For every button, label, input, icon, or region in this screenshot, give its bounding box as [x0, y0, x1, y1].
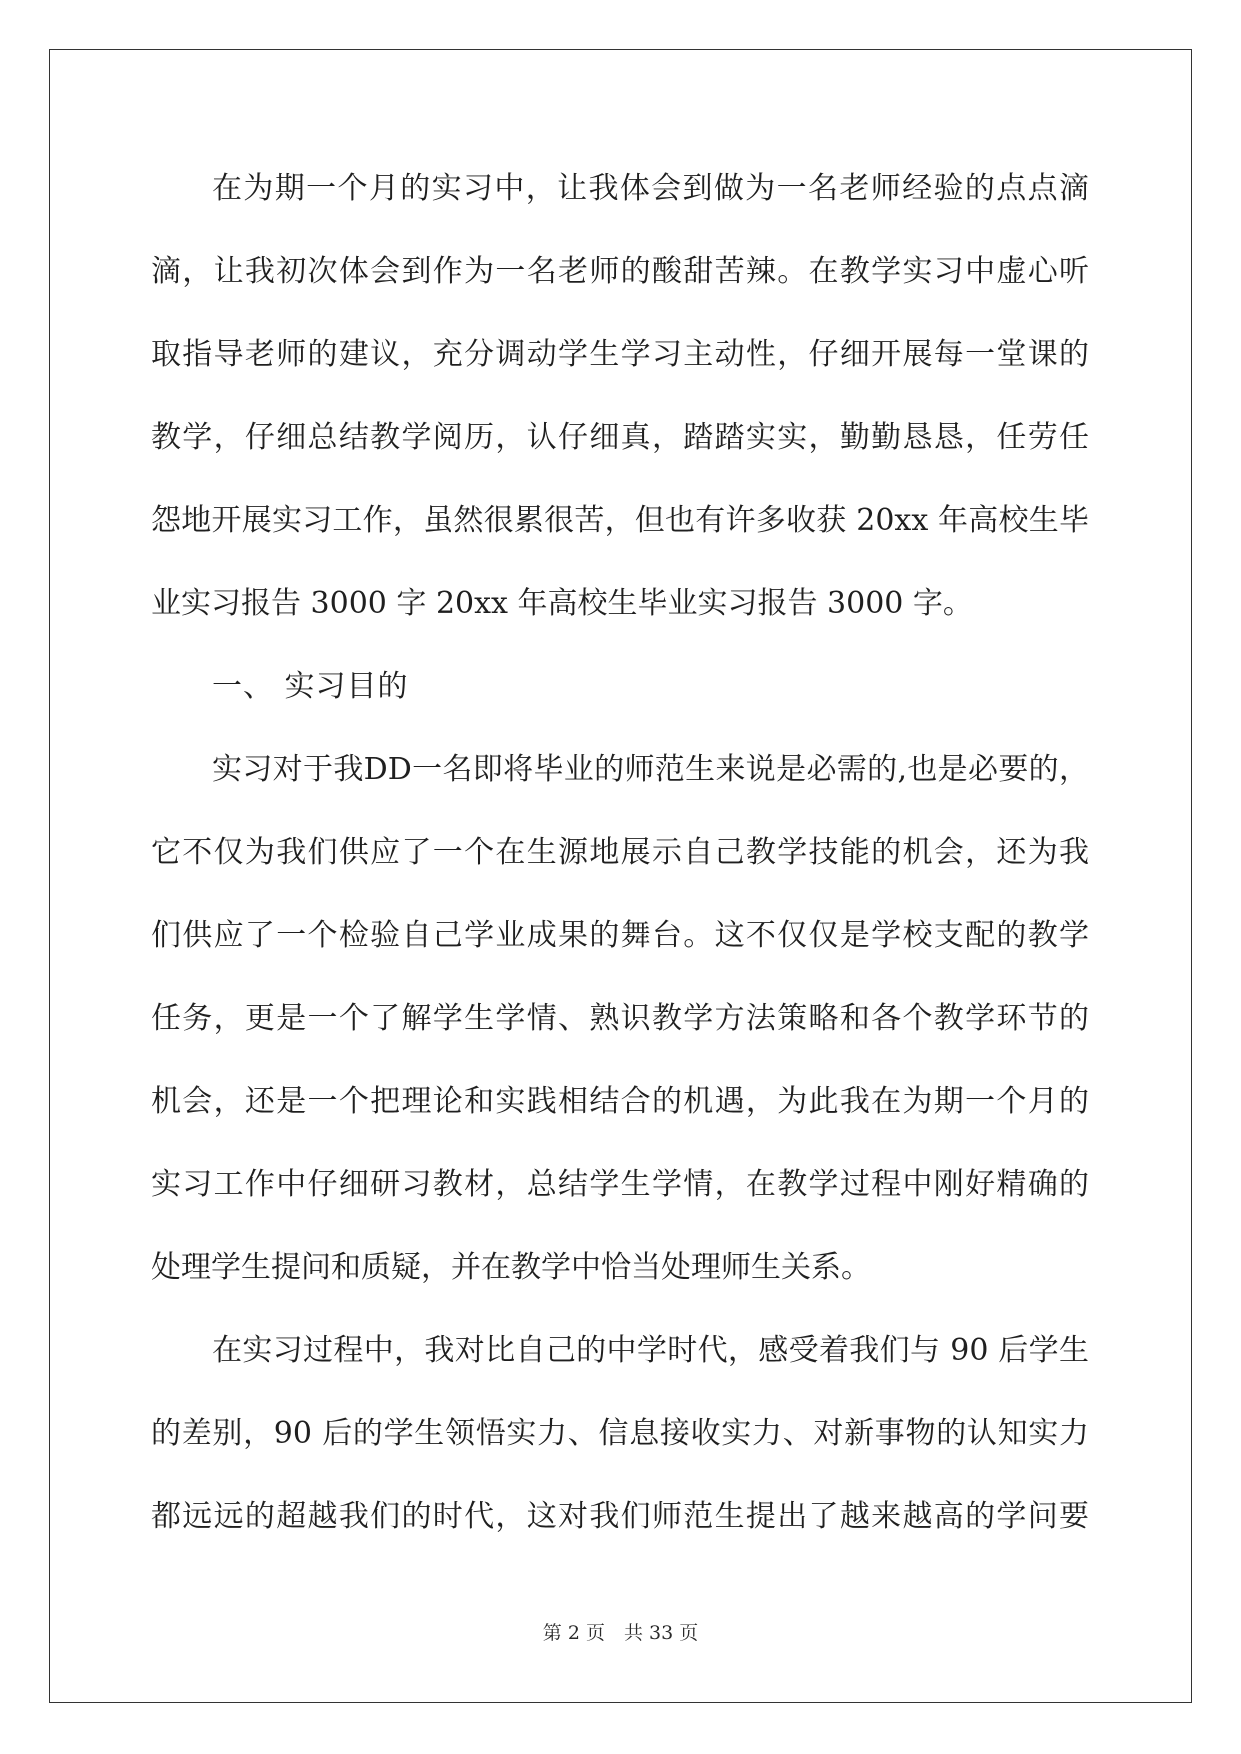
text-line: 们供应了一个检验自己学业成果的舞台。这不仅仅是学校支配的教学 [151, 918, 1089, 953]
text-line: 在为期一个月的实习中，让我体会到做为一名老师经验的点点滴 [212, 171, 1089, 206]
page-number-footer: 第 2 页 共 33 页 [542, 1622, 699, 1644]
text-line: 的差别，90 后的学生领悟实力、信息接收实力、对新事物的认知实力 [151, 1416, 1089, 1451]
text-line: 它不仅为我们供应了一个在生源地展示自己教学技能的机会，还为我 [151, 835, 1089, 870]
text-line: 实习工作中仔细研习教材，总结学生学情，在教学过程中刚好精确的 [151, 1167, 1089, 1202]
paragraph-intro [151, 159, 1089, 657]
paragraph-process [151, 1321, 1089, 1570]
text-line: 业实习报告 3000 字 20xx 年高校生毕业实习报告 3000 字。 [151, 586, 973, 621]
text-line: 都远远的超越我们的时代，这对我们师范生提出了越来越高的学问要 [151, 1499, 1089, 1534]
heading-text: 一、 实习目的 [212, 669, 409, 704]
text-line: 处理学生提问和质疑，并在教学中恰当处理师生关系。 [151, 1250, 871, 1285]
text-line: 任务，更是一个了解学生学情、熟识教学方法策略和各个教学环节的 [151, 1001, 1089, 1036]
text-line: 在实习过程中，我对比自己的中学时代，感受着我们与 90 后学生 [212, 1333, 1089, 1368]
paragraph-purpose [151, 740, 1089, 1321]
text-line: 机会，还是一个把理论和实践相结合的机遇，为此我在为期一个月的 [151, 1084, 1089, 1119]
text-line: 取指导老师的建议，充分调动学生学习主动性，仔细开展每一堂课的 [151, 337, 1089, 372]
text-line: 实习对于我DD一名即将毕业的师范生来说是必需的,也是必要的， [212, 752, 1089, 787]
document-body [151, 159, 1089, 1570]
text-line: 教学，仔细总结教学阅历，认仔细真，踏踏实实，勤勤恳恳，任劳任 [151, 420, 1089, 455]
section-heading [151, 657, 1089, 740]
text-line: 滴，让我初次体会到作为一名老师的酸甜苦辣。在教学实习中虚心听 [151, 254, 1089, 289]
text-line: 怨地开展实习工作，虽然很累很苦，但也有许多收获 20xx 年高校生毕 [151, 503, 1089, 538]
